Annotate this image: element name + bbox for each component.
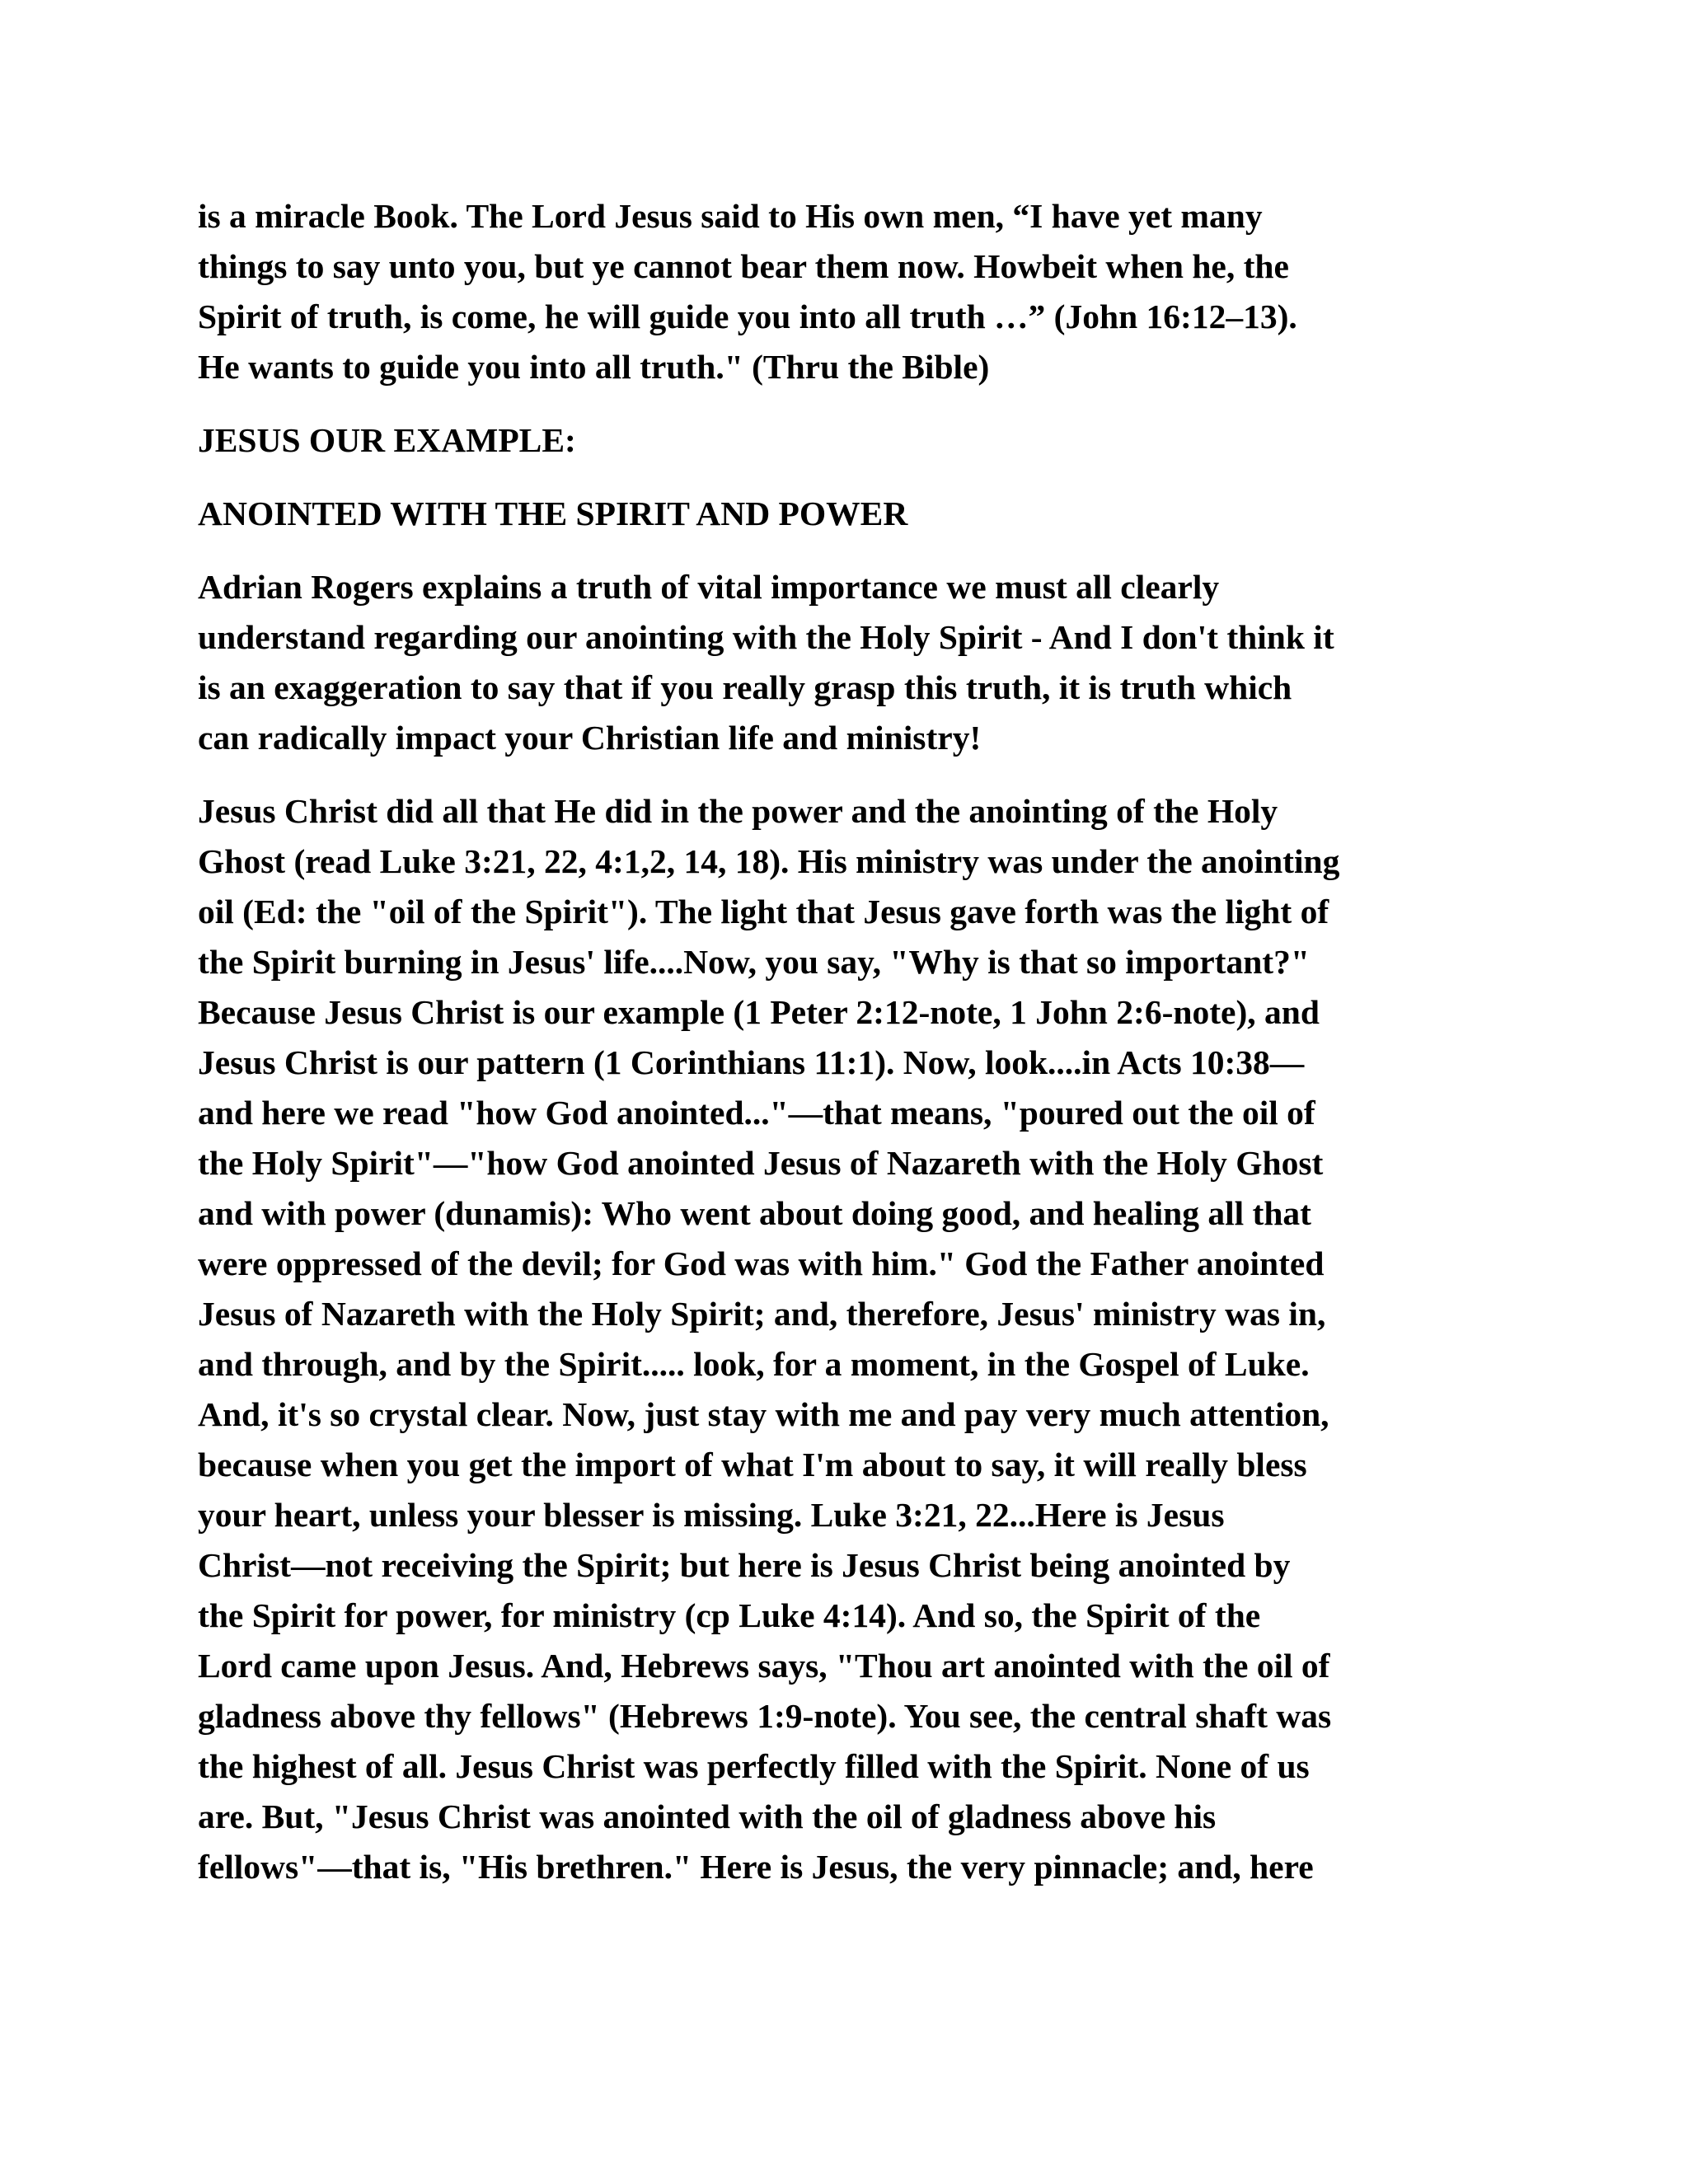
text-line: Christ—not receiving the Spirit; but here is Jesus Christ being anointed by [198,1546,1291,1584]
text-line: fellows"—that is, "His brethren." Here is Jesus, the very pinnacle; and, here [198,1848,1314,1886]
text-line: is a miracle Book. The Lord Jesus said to His own men, “I have yet many [198,197,1263,235]
text-line: things to say unto you, but ye cannot bear them now. Howbeit when he, the [198,247,1289,285]
text-line: Jesus Christ is our pattern (1 Corinthians 11:1). Now, look....in Acts 10:38— [198,1043,1305,1081]
text-line: Jesus of Nazareth with the Holy Spirit; and, therefore, Jesus' ministry was in, [198,1295,1326,1333]
text-line: are. But, "Jesus Christ was anointed with the oil of gladness above his [198,1797,1217,1835]
text-line: And, it's so crystal clear. Now, just stay with me and pay very much attention, [198,1395,1329,1433]
text-line: Spirit of truth, is come, he will guide you into all truth …” (John 16:12–13). [198,298,1297,335]
text-line: the Holy Spirit"—"how God anointed Jesus of Nazareth with the Holy Ghost [198,1144,1324,1182]
text-line: were oppressed of the devil; for God was with him." God the Father anointed [198,1244,1325,1282]
section-heading-jesus-our-example [198,415,1500,466]
text-line: the highest of all. Jesus Christ was perfectly filled with the Spirit. None of us [198,1747,1310,1785]
text-line: and here we read "how God anointed..."—that means, "poured out the oil of [198,1094,1315,1132]
text-line: Jesus Christ did all that He did in the power and the anointing of the Holy [198,792,1278,830]
text-line: Lord came upon Jesus. And, Hebrews says, "Thou art anointed with the oil of [198,1647,1330,1685]
text-line: gladness above thy fellows" (Hebrews 1:9-note). You see, the central shaft was [198,1697,1332,1735]
section-heading: ANOINTED WITH THE SPIRIT AND POWER [198,494,908,532]
text-line: understand regarding our anointing with the Holy Spirit - And I don't think it [198,618,1334,656]
text-line: Because Jesus Christ is our example (1 Peter 2:12-note, 1 John 2:6-note), and [198,993,1320,1031]
text-line: the Spirit burning in Jesus' life....Now, you say, "Why is that so important?" [198,943,1310,981]
text-line: Ghost (read Luke 3:21, 22, 4:1,2, 14, 18). His ministry was under the anointing [198,842,1340,880]
document-body [198,191,1500,1915]
text-line: because when you get the import of what I'm about to say, it will really bless [198,1446,1307,1483]
text-line: and with power (dunamis): Who went about doing good, and healing all that [198,1194,1311,1232]
section-heading-anointed [198,489,1500,539]
text-line: your heart, unless your blesser is missing. Luke 3:21, 22...Here is Jesus [198,1496,1225,1534]
paragraph-thru-the-bible-quote [198,191,1500,392]
text-line: He wants to guide you into all truth." (Thru the Bible) [198,348,990,386]
text-line: is an exaggeration to say that if you really grasp this truth, it is truth which [198,668,1292,706]
text-line: the Spirit for power, for ministry (cp Luke 4:14). And so, the Spirit of the [198,1596,1261,1634]
section-heading: JESUS OUR EXAMPLE: [198,421,576,459]
paragraph-adrian-rogers-intro [198,562,1500,763]
paragraph-jesus-christ-anointing [198,786,1500,1892]
text-line: Adrian Rogers explains a truth of vital importance we must all clearly [198,568,1220,606]
text-line: can radically impact your Christian life and ministry! [198,719,982,757]
text-line: and through, and by the Spirit..... look, for a moment, in the Gospel of Luke. [198,1345,1310,1383]
text-line: oil (Ed: the "oil of the Spirit"). The light that Jesus gave forth was the light of [198,893,1329,930]
